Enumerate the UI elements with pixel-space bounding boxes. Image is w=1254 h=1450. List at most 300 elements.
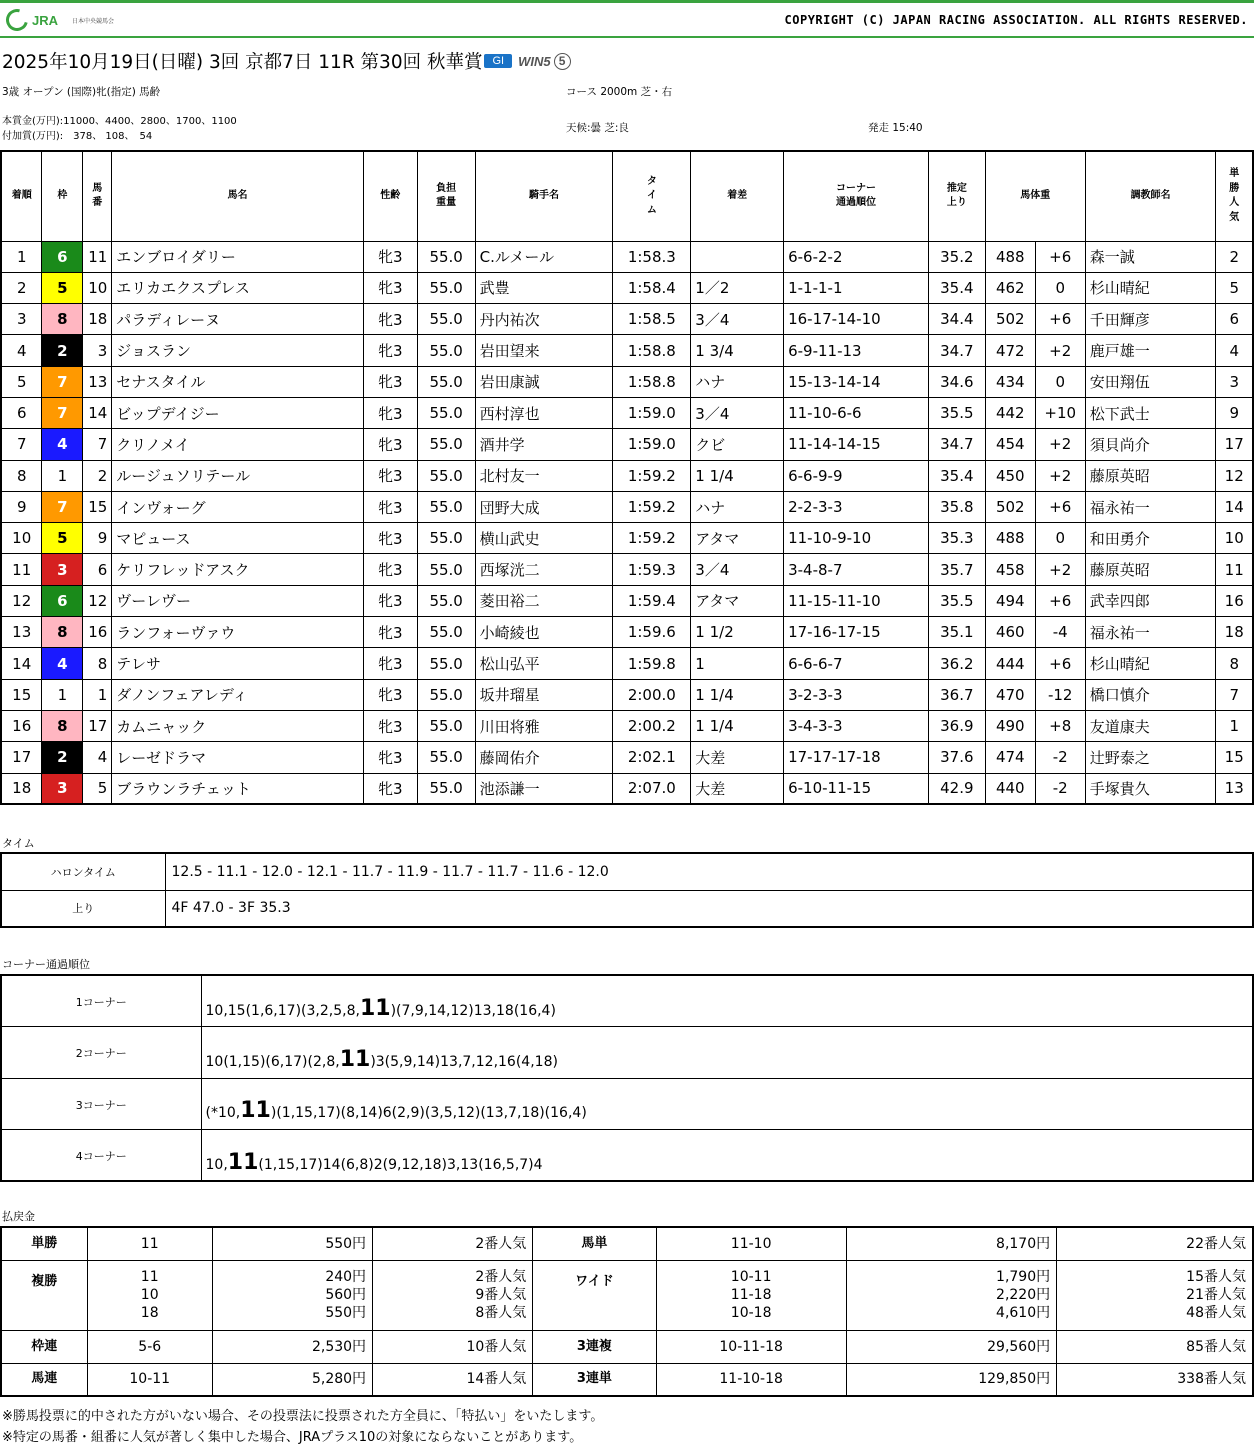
table-row [1,523,1253,554]
weight-cell: 55.0 [417,460,475,491]
time-cell: 1:59.8 [613,648,691,679]
popularity-cell: 17 [1216,429,1253,460]
corner-order-value [201,1130,1253,1182]
time-cell: 2:02.1 [613,742,691,773]
horse-name-cell: マピュース [112,523,364,554]
corners-cell: 11-10-9-10 [784,523,929,554]
table-row [1,648,1253,679]
wakuren-pop: 10番人気 [373,1330,533,1363]
waku-cell: 1 [42,460,83,491]
waku-cell: 7 [42,491,83,522]
sex-age-cell: 牝3 [363,366,417,397]
horse-number-cell: 17 [83,710,112,741]
weight-cell: 55.0 [417,648,475,679]
sex-age-cell: 牝3 [363,304,417,335]
col-time [613,151,691,241]
trainer-cell: 千田輝彦 [1085,304,1216,335]
trainer-cell: 杉山晴紀 [1085,272,1216,303]
col-last-2: 上り [946,197,967,209]
fukusho-label: 複勝 [1,1260,87,1330]
last3f-cell: 35.1 [928,617,985,648]
table-row [1,742,1253,773]
time-cell: 1:59.0 [613,397,691,428]
table-row [1,585,1253,616]
margin-cell: 1 3/4 [691,335,784,366]
jra-logo[interactable] [6,9,114,31]
results-table [0,150,1254,805]
horse-number-cell: 8 [83,648,112,679]
grade-badge: GI [484,54,512,68]
body-weight-cell: 494 [985,585,1035,616]
table-row [1,554,1253,585]
corner-order-text: (1,15,17)14(6,8)2(9,12,18)3,13(16,5,7)4 [258,1156,543,1173]
margin-cell: 1 1/2 [691,617,784,648]
table-row [1,397,1253,428]
jockey-cell: 川田将雅 [475,710,613,741]
weight-cell: 55.0 [417,429,475,460]
table-row [1,366,1253,397]
col-corners [784,151,929,241]
col-weight [417,151,475,241]
margin-cell: 3／4 [691,397,784,428]
col-pop-3: 人 [1229,197,1240,209]
sex-age-cell: 牝3 [363,648,417,679]
waku-cell: 7 [42,366,83,397]
horse-number-cell: 5 [83,773,112,804]
margin-cell: 1 1/4 [691,460,784,491]
trainer-cell: 藤原英昭 [1085,554,1216,585]
popularity-cell: 6 [1216,304,1253,335]
weight-cell: 55.0 [417,585,475,616]
trainer-cell: 武幸四郎 [1085,585,1216,616]
col-pop-1: 単 [1229,168,1240,180]
rank-cell: 1 [1,241,42,272]
body-weight-diff-cell: 0 [1035,272,1085,303]
corners-cell: 11-15-11-10 [784,585,929,616]
body-weight-diff-cell: +2 [1035,554,1085,585]
col-rank: 着順 [1,151,42,241]
margin-cell: クビ [691,429,784,460]
margin-cell: 1 1/4 [691,710,784,741]
winner-number: 11 [359,995,391,1021]
tansho-nums: 11 [87,1227,212,1260]
rank-cell: 18 [1,773,42,804]
wide-label: ワイド [533,1260,656,1330]
col-weight-1: 負担 [436,182,457,194]
sex-age-cell: 牝3 [363,679,417,710]
payout-table [0,1226,1254,1397]
trainer-cell: 松下武士 [1085,397,1216,428]
popularity-cell: 5 [1216,272,1253,303]
body-weight-cell: 470 [985,679,1035,710]
trainer-cell: 須貝尚介 [1085,429,1216,460]
rank-cell: 7 [1,429,42,460]
body-weight-diff-cell: -2 [1035,742,1085,773]
corner-body [1,975,1253,1181]
rank-cell: 15 [1,679,42,710]
waku-cell: 2 [42,742,83,773]
umaren-yen: 5,280円 [212,1363,372,1396]
umatan-pop: 22番人気 [1057,1227,1253,1260]
jockey-cell: 北村友一 [475,460,613,491]
corner-section-label: コーナー通過順位 [2,958,90,971]
jockey-cell: 岩田望来 [475,335,613,366]
jockey-cell: 西塚洸二 [475,554,613,585]
payout-row-1 [1,1227,1253,1260]
margin-cell: 大差 [691,773,784,804]
payout-row-2 [1,1260,1253,1330]
winner-number: 11 [240,1098,271,1124]
last3f-cell: 35.5 [928,397,985,428]
popularity-cell: 9 [1216,397,1253,428]
last3f-cell: 36.7 [928,679,985,710]
corner-order-text: )(1,15,17)(8,14)6(2,9)(3,5,12)(13,7,18)(16,4) [270,1105,587,1122]
time-cell: 1:58.8 [613,366,691,397]
logo-text: JRA [32,12,59,28]
sex-age-cell: 牝3 [363,585,417,616]
col-last-1: 推定 [946,182,967,194]
body-weight-cell: 458 [985,554,1035,585]
horse-name-cell: レーゼドラマ [112,742,364,773]
body-weight-cell: 450 [985,460,1035,491]
corners-cell: 16-17-14-10 [784,304,929,335]
horse-number-cell: 4 [83,742,112,773]
waku-cell: 5 [42,272,83,303]
rank-cell: 11 [1,554,42,585]
margin-cell: 1 1/4 [691,679,784,710]
jockey-cell: 岩田康誠 [475,366,613,397]
last3f-cell: 34.7 [928,429,985,460]
trainer-cell: 杉山晴紀 [1085,648,1216,679]
horse-name-cell: パラディレーヌ [112,304,364,335]
corner-label: 4コーナー [1,1130,201,1182]
horse-number-cell: 16 [83,617,112,648]
lap-table [0,852,1254,928]
corners-cell: 11-10-6-6 [784,397,929,428]
waku-cell: 3 [42,773,83,804]
corners-cell: 11-14-14-15 [784,429,929,460]
post-time: 発走 15:40 [868,122,923,134]
sanrentan-pop: 338番人気 [1057,1363,1253,1396]
last3f-cell: 34.6 [928,366,985,397]
horse-number-cell: 12 [83,585,112,616]
note-tokubarai: ※勝馬投票に的中された方がいない場合、その投票法に投票された方全員に、「特払い」をいたします。 [2,1409,604,1424]
horse-name-cell: セナスタイル [112,366,364,397]
table-row [1,679,1253,710]
corner-order-value [201,975,1253,1027]
halon-times: 12.5 - 11.1 - 12.0 - 12.1 - 11.7 - 11.9 - 11.7 - 11.7 - 11.6 - 12.0 [165,853,1253,890]
corners-cell: 6-6-2-2 [784,241,929,272]
sex-age-cell: 牝3 [363,523,417,554]
corner-order-table [0,974,1254,1182]
col-corners-2: 通過順位 [835,197,876,209]
body-weight-diff-cell: -12 [1035,679,1085,710]
horse-number-cell: 3 [83,335,112,366]
tansho-label: 単勝 [1,1227,87,1260]
col-num-1: 馬 [92,182,103,194]
body-weight-diff-cell: -2 [1035,773,1085,804]
top-bar [0,0,1254,38]
trainer-cell: 友道康夫 [1085,710,1216,741]
time-cell: 2:00.2 [613,710,691,741]
rank-cell: 17 [1,742,42,773]
sex-age-cell: 牝3 [363,335,417,366]
corners-cell: 17-16-17-15 [784,617,929,648]
popularity-cell: 2 [1216,241,1253,272]
margin-cell: 3／4 [691,304,784,335]
wakuren-yen: 2,530円 [212,1330,372,1363]
horse-name-cell: ジョスラン [112,335,364,366]
popularity-cell: 18 [1216,617,1253,648]
horse-name-cell: ヴーレヴー [112,585,364,616]
popularity-cell: 8 [1216,648,1253,679]
last3f-cell: 37.6 [928,742,985,773]
logo-subtext: 日本中央競馬会 [72,17,115,25]
jockey-cell: 横山武史 [475,523,613,554]
sex-age-cell: 牝3 [363,241,417,272]
sex-age-cell: 牝3 [363,272,417,303]
sex-age-cell: 牝3 [363,491,417,522]
time-cell: 2:00.0 [613,679,691,710]
col-jockey: 騎手名 [475,151,613,241]
body-weight-cell: 442 [985,397,1035,428]
popularity-cell: 4 [1216,335,1253,366]
horse-name-cell: ダノンフェアレディ [112,679,364,710]
corners-cell: 6-9-11-13 [784,335,929,366]
corners-cell: 6-6-6-7 [784,648,929,679]
time-cell: 1:59.3 [613,554,691,585]
table-row [1,617,1253,648]
corner-order-text: 10(1,15)(6,17)(2,8, [205,1053,340,1070]
last3f-cell: 34.7 [928,335,985,366]
jockey-cell: 池添謙一 [475,773,613,804]
sex-age-cell: 牝3 [363,554,417,585]
win5-label: WIN5 [518,53,551,69]
winner-number: 11 [227,1149,259,1175]
last3f-cell: 42.9 [928,773,985,804]
body-weight-diff-cell: +8 [1035,710,1085,741]
last3f-cell: 35.2 [928,241,985,272]
payout-row-3 [1,1330,1253,1363]
trainer-cell: 辻野泰之 [1085,742,1216,773]
table-row [1,491,1253,522]
horse-name-cell: ビップデイジー [112,397,364,428]
waku-cell: 8 [42,710,83,741]
time-cell: 1:59.0 [613,429,691,460]
waku-cell: 4 [42,429,83,460]
sex-age-cell: 牝3 [363,460,417,491]
rank-cell: 3 [1,304,42,335]
time-section-label: タイム [2,837,35,850]
body-weight-diff-cell: 0 [1035,523,1085,554]
trainer-cell: 安田翔伍 [1085,366,1216,397]
col-waku: 枠 [42,151,83,241]
rank-cell: 9 [1,491,42,522]
corner-order-text: )3(5,9,14)13,7,12,16(4,18) [370,1053,558,1070]
sex-age-cell: 牝3 [363,742,417,773]
weight-cell: 55.0 [417,710,475,741]
body-weight-cell: 488 [985,523,1035,554]
agari-row [1,890,1253,927]
corners-cell: 6-10-11-15 [784,773,929,804]
last3f-cell: 35.8 [928,491,985,522]
corner-order-text: 10,15(1,6,17)(3,2,5,8, [205,1002,360,1019]
sex-age-cell: 牝3 [363,617,417,648]
agari-times: 4F 47.0 - 3F 35.3 [165,890,1253,927]
last3f-cell: 36.2 [928,648,985,679]
fukusho-yen: 240円 560円 550円 [212,1260,372,1330]
corner-row [1,975,1253,1027]
weight-cell: 55.0 [417,397,475,428]
weight-cell: 55.0 [417,366,475,397]
weight-cell: 55.0 [417,773,475,804]
table-row [1,710,1253,741]
rank-cell: 14 [1,648,42,679]
tansho-yen: 550円 [212,1227,372,1260]
agari-label: 上り [1,890,165,927]
corners-cell: 17-17-17-18 [784,742,929,773]
col-time-3: ム [646,204,657,216]
horse-name-cell: クリノメイ [112,429,364,460]
wakuren-nums: 5-6 [87,1330,212,1363]
sanrentan-label: 3連単 [533,1363,656,1396]
weight-cell: 55.0 [417,742,475,773]
rank-cell: 6 [1,397,42,428]
horse-name-cell: ランフォーヴァウ [112,617,364,648]
body-weight-diff-cell: +6 [1035,648,1085,679]
trainer-cell: 手塚貴久 [1085,773,1216,804]
sex-age-cell: 牝3 [363,429,417,460]
time-cell: 1:59.6 [613,617,691,648]
time-cell: 2:07.0 [613,773,691,804]
last3f-cell: 34.4 [928,304,985,335]
body-weight-cell: 444 [985,648,1035,679]
race-title-line [2,48,571,74]
popularity-cell: 1 [1216,710,1253,741]
margin-cell: 大差 [691,742,784,773]
popularity-cell: 14 [1216,491,1253,522]
jockey-cell: C.ルメール [475,241,613,272]
body-weight-diff-cell: +6 [1035,491,1085,522]
weight-cell: 55.0 [417,272,475,303]
horse-name-cell: ブラウンラチェット [112,773,364,804]
jockey-cell: 丹内祐次 [475,304,613,335]
waku-cell: 2 [42,335,83,366]
weight-cell: 55.0 [417,523,475,554]
jockey-cell: 酒井学 [475,429,613,460]
wide-pop: 15番人気 21番人気 48番人気 [1057,1260,1253,1330]
payout-row-4 [1,1363,1253,1396]
body-weight-diff-cell: +6 [1035,304,1085,335]
weight-cell: 55.0 [417,335,475,366]
table-row [1,773,1253,804]
copyright-notice: COPYRIGHT (C) JAPAN RACING ASSOCIATION. ALL RIGHTS RESERVED. [784,13,1248,27]
corner-row [1,1130,1253,1182]
horse-number-cell: 14 [83,397,112,428]
waku-cell: 3 [42,554,83,585]
rank-cell: 10 [1,523,42,554]
body-weight-diff-cell: -4 [1035,617,1085,648]
popularity-cell: 10 [1216,523,1253,554]
popularity-cell: 7 [1216,679,1253,710]
col-body-weight: 馬体重 [985,151,1085,241]
horse-number-cell: 7 [83,429,112,460]
win5-badge [518,53,571,70]
trainer-cell: 和田勇介 [1085,523,1216,554]
waku-cell: 1 [42,679,83,710]
halon-label: ハロンタイム [1,853,165,890]
results-body [1,241,1253,804]
trainer-cell: 森一誠 [1085,241,1216,272]
margin-cell [691,241,784,272]
col-num-2: 番 [92,197,103,209]
last3f-cell: 35.4 [928,460,985,491]
horse-number-cell: 15 [83,491,112,522]
col-weight-2: 重量 [436,197,457,209]
last3f-cell: 35.3 [928,523,985,554]
body-weight-cell: 440 [985,773,1035,804]
body-weight-cell: 488 [985,241,1035,272]
body-weight-diff-cell: +2 [1035,460,1085,491]
sanrenpuku-yen: 29,560円 [846,1330,1056,1363]
prize-main: 本賞金(万円):11000、4400、2800、1700、1100 [2,116,237,127]
horse-number-cell: 10 [83,272,112,303]
corner-order-text: 10, [205,1156,228,1173]
weight-cell: 55.0 [417,304,475,335]
col-corners-1: コーナー [835,182,876,194]
results-header-row [1,151,1253,241]
sanrenpuku-nums: 10-11-18 [656,1330,846,1363]
trainer-cell: 橋口慎介 [1085,679,1216,710]
waku-cell: 7 [42,397,83,428]
col-time-1: タ [646,175,657,187]
sanrenpuku-label: 3連複 [533,1330,656,1363]
wide-nums: 10-11 11-18 10-18 [656,1260,846,1330]
popularity-cell: 12 [1216,460,1253,491]
col-horse-number [83,151,112,241]
waku-cell: 4 [42,648,83,679]
margin-cell: 1／2 [691,272,784,303]
table-row [1,272,1253,303]
umatan-label: 馬単 [533,1227,656,1260]
rank-cell: 5 [1,366,42,397]
rank-cell: 13 [1,617,42,648]
trainer-cell: 鹿戸雄一 [1085,335,1216,366]
corners-cell: 15-13-14-14 [784,366,929,397]
waku-cell: 5 [42,523,83,554]
body-weight-cell: 490 [985,710,1035,741]
trainer-cell: 福永祐一 [1085,617,1216,648]
sex-age-cell: 牝3 [363,710,417,741]
sex-age-cell: 牝3 [363,397,417,428]
horse-number-cell: 18 [83,304,112,335]
jockey-cell: 藤岡佑介 [475,742,613,773]
jockey-cell: 坂井瑠星 [475,679,613,710]
col-margin: 着差 [691,151,784,241]
horse-number-cell: 1 [83,679,112,710]
wakuren-label: 枠連 [1,1330,87,1363]
col-horse-name: 馬名 [112,151,364,241]
last3f-cell: 35.7 [928,554,985,585]
rank-cell: 16 [1,710,42,741]
sanrentan-nums: 11-10-18 [656,1363,846,1396]
corner-label: 3コーナー [1,1078,201,1130]
waku-cell: 8 [42,304,83,335]
col-pop-4: 気 [1229,211,1240,223]
popularity-cell: 11 [1216,554,1253,585]
body-weight-cell: 474 [985,742,1035,773]
body-weight-diff-cell: +2 [1035,429,1085,460]
